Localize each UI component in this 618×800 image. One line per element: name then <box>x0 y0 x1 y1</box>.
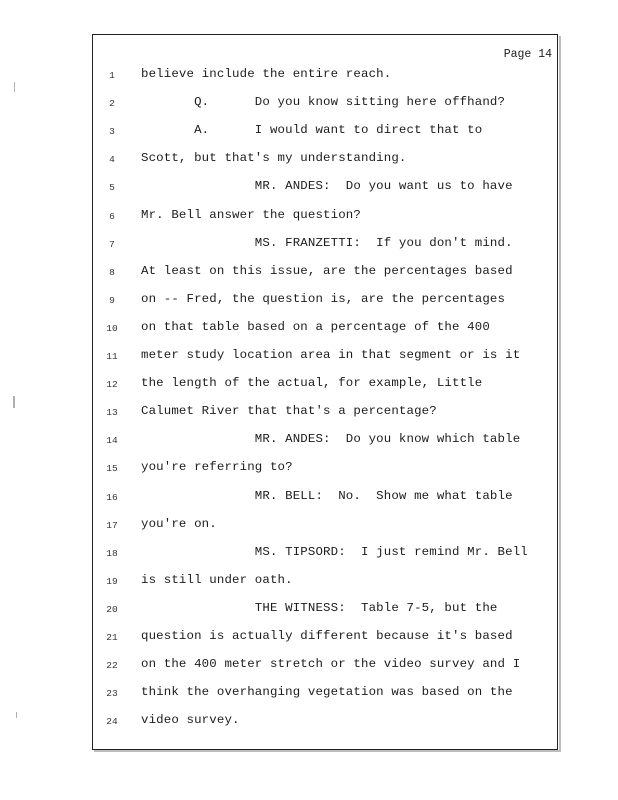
transcript-line <box>0 684 618 704</box>
transcript-line <box>0 66 618 86</box>
transcript-line <box>0 572 618 592</box>
line-number: 13 <box>106 407 118 419</box>
line-number: 18 <box>106 547 118 559</box>
line-text: on that table based on a percentage of the 400 <box>141 319 490 334</box>
line-number: 4 <box>109 154 115 166</box>
line-text: video survey. <box>141 713 240 728</box>
transcript-line <box>0 122 618 142</box>
line-number: 21 <box>106 632 118 643</box>
line-text: MS. FRANZETTI: If you don't mind. <box>141 235 513 250</box>
line-number: 15 <box>106 463 118 475</box>
line-text: on -- Fred, the question is, are the percentages <box>141 291 506 306</box>
line-number: 12 <box>106 379 118 391</box>
transcript-line <box>0 544 618 564</box>
line-text: meter study location area in that segment or is it <box>141 348 521 362</box>
transcript-line <box>0 94 618 114</box>
line-text: question is actually different because it's based <box>141 629 513 643</box>
transcript-line <box>0 712 618 732</box>
line-number: 3 <box>109 126 115 138</box>
line-text: you're on. <box>141 516 217 531</box>
line-number: 20 <box>106 603 118 615</box>
transcript-line <box>0 488 618 508</box>
transcript-line <box>0 178 618 198</box>
transcript-line <box>0 628 618 648</box>
transcript-line <box>0 263 618 283</box>
scan-artifact <box>16 712 17 718</box>
transcript-line <box>0 600 618 620</box>
transcript-line <box>0 459 618 479</box>
line-number: 23 <box>106 688 118 700</box>
line-number: 17 <box>106 519 118 531</box>
line-text: MS. TIPSORD: I just remind Mr. Bell <box>141 544 528 559</box>
line-number: 6 <box>109 210 115 222</box>
line-text: A. I would want to direct that to <box>141 123 483 138</box>
transcript-line <box>0 431 618 451</box>
frame-shadow-bottom <box>94 750 560 752</box>
line-text: Q. Do you know sitting here offhand? <box>141 95 506 110</box>
transcript-line <box>0 347 618 367</box>
line-number: 2 <box>109 98 115 110</box>
transcript-line <box>0 150 618 170</box>
line-text: you're referring to? <box>141 460 293 475</box>
line-text: At least on this issue, are the percentages based <box>141 263 513 278</box>
line-number: 11 <box>106 351 118 362</box>
line-text: Scott, but that's my understanding. <box>141 151 407 166</box>
line-text: believe include the entire reach. <box>141 67 392 81</box>
line-text: the length of the actual, for example, Little <box>141 376 483 391</box>
transcript-line <box>0 403 618 423</box>
line-number: 8 <box>109 266 115 278</box>
line-number: 16 <box>106 491 118 503</box>
line-number: 9 <box>109 294 115 306</box>
scan-artifact <box>14 82 15 92</box>
line-number: 1 <box>109 70 115 81</box>
line-number: 22 <box>106 660 118 672</box>
transcript-line <box>0 319 618 339</box>
line-number: 7 <box>109 238 115 250</box>
line-number: 19 <box>106 575 118 587</box>
transcript-line <box>0 656 618 676</box>
line-text: on the 400 meter stretch or the video survey and I <box>141 657 521 672</box>
line-text: is still under oath. <box>141 572 293 587</box>
transcript-line <box>0 516 618 536</box>
scan-artifact <box>13 396 15 408</box>
line-text: MR. ANDES: Do you want us to have <box>141 179 513 194</box>
line-text: MR. BELL: No. Show me what table <box>141 488 513 503</box>
line-number: 24 <box>106 716 118 728</box>
transcript-line <box>0 375 618 395</box>
line-text: MR. ANDES: Do you know which table <box>141 432 521 447</box>
line-text: Mr. Bell answer the question? <box>141 207 361 222</box>
line-number: 14 <box>106 435 118 447</box>
transcript-line <box>0 291 618 311</box>
line-text: Calumet River that that's a percentage? <box>141 404 437 419</box>
line-number: 5 <box>109 182 115 194</box>
page-number: Page 14 <box>503 48 552 61</box>
transcript-line <box>0 207 618 227</box>
line-number: 10 <box>106 322 118 334</box>
transcript-line <box>0 235 618 255</box>
line-text: THE WITNESS: Table 7-5, but the <box>141 600 498 615</box>
line-text: think the overhanging vegetation was based on the <box>141 685 513 700</box>
